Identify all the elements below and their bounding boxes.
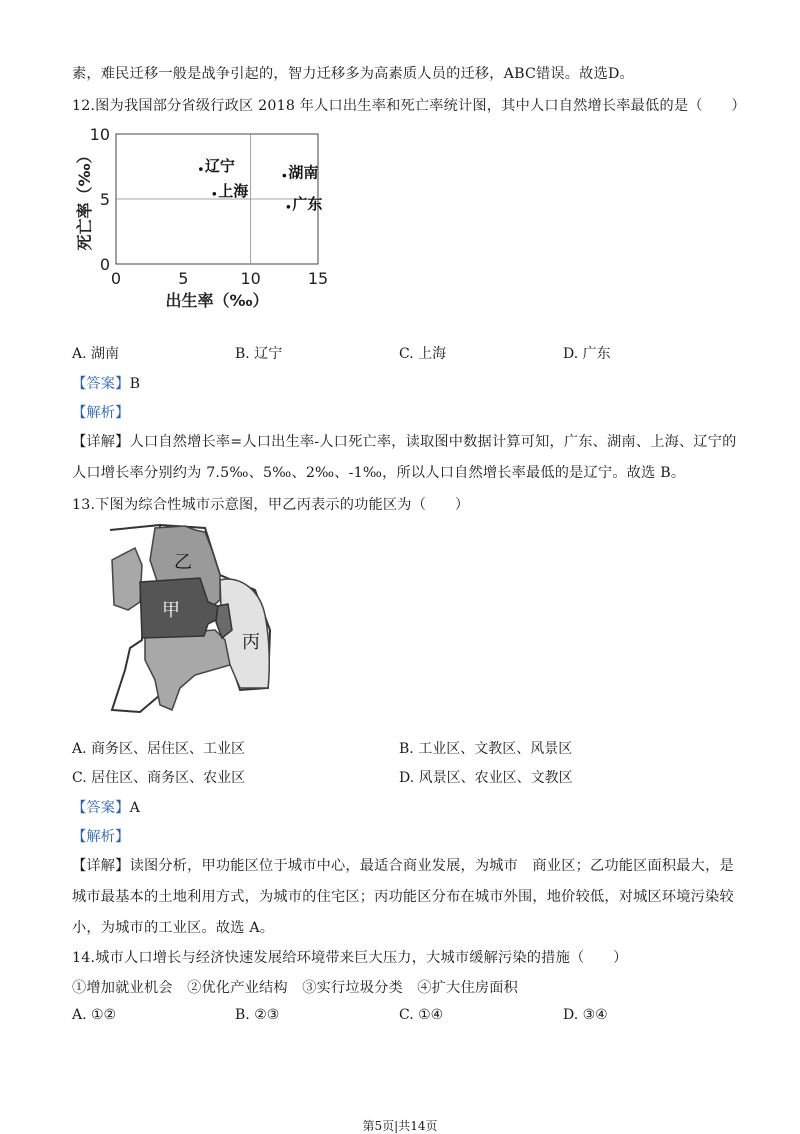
q12-answer	[72, 373, 140, 393]
q12-detail-line-2: 人口增长率分别约为 7.5‰、5‰、2‰、-1‰，所以人口自然增长率最低的是辽宁。故选 B。	[72, 465, 686, 481]
q13-detail-line-1	[72, 855, 734, 875]
point-label: 广东	[292, 194, 323, 213]
q14-option-d[interactable]: D. ③④	[563, 1007, 608, 1023]
data-point	[287, 205, 291, 209]
data-point	[283, 174, 287, 178]
question-14: 14.城市人口增长与经济快速发展给环境带来巨大压力，大城市缓解污染的措施（ ）	[72, 950, 628, 966]
q13-option-c[interactable]: C. 居住区、商务区、农业区	[72, 770, 246, 786]
detail-text: 人口自然增长率=人口出生率-人口死亡率，读取图中数据计算可知，广东、湖南、上海、辽宁的	[129, 434, 737, 450]
q12-option-c[interactable]: C. 上海	[399, 346, 447, 362]
q13-option-d[interactable]: D. 风景区、农业区、文教区	[399, 770, 573, 786]
q14-items: ①增加就业机会 ②优化产业结构 ③实行垃圾分类 ④扩大住房面积	[72, 980, 519, 996]
x-tick-label: 15	[307, 269, 329, 288]
detail-tag: 【详解】	[72, 858, 130, 874]
y-tick-label: 10	[89, 125, 110, 144]
question-13: 13.下图为综合性城市示意图，甲乙丙表示的功能区为（ ）	[72, 497, 470, 513]
point-label: 上海	[218, 181, 249, 200]
q14-option-a[interactable]: A. ①②	[72, 1007, 117, 1023]
birth-death-rate-chart	[70, 122, 340, 312]
answer-value: B	[129, 376, 141, 392]
x-tick-label: 10	[240, 269, 261, 288]
answer-value: A	[129, 800, 141, 816]
y-axis-label: 死亡率（‰）	[75, 147, 94, 251]
y-tick-label: 5	[99, 190, 110, 209]
data-point	[199, 167, 203, 171]
x-axis-label: 出生率（‰）	[165, 291, 269, 310]
x-tick-label: 5	[178, 269, 189, 288]
q14-option-c[interactable]: C. ①④	[399, 1007, 444, 1023]
q13-analysis-tag: 【解析】	[72, 829, 130, 845]
q12-option-a[interactable]: A. 湖南	[72, 346, 120, 362]
zone-residential-left	[112, 548, 142, 610]
data-point	[213, 192, 217, 196]
label-bing: 丙	[242, 632, 260, 653]
detail-text: 读图分析，甲功能区位于城市中心，最适合商业发展，为城市 商业区；乙功能区面积最大，是	[129, 858, 734, 874]
q13-option-a[interactable]: A. 商务区、居住区、工业区	[72, 741, 246, 757]
question-12: 12.图为我国部分省级行政区 2018 年人口出生率和死亡率统计图，其中人口自然增长率最低的是（ ）	[72, 98, 746, 114]
q13-option-b[interactable]: B. 工业区、文教区、风景区	[399, 741, 573, 757]
x-tick-label: 0	[110, 269, 122, 288]
detail-tag: 【详解】	[72, 434, 130, 450]
point-label: 湖南	[288, 163, 319, 182]
q13-detail-line-2: 城市最基本的土地利用方式，为城市的住宅区；丙功能区分布在城市外围，地价较低，对城区环境污染较	[72, 889, 734, 905]
q12-option-d[interactable]: D. 广东	[563, 346, 611, 362]
label-yi: 乙	[174, 552, 192, 573]
page-footer: 第5页|共14页	[362, 1119, 438, 1133]
q12-detail-line-1	[72, 431, 737, 451]
prev-answer-line: 素，难民迁移一般是战争引起的，智力迁移多为高素质人员的迁移，ABC错误。故选D。	[72, 66, 634, 82]
label-jia: 甲	[162, 600, 180, 621]
point-label: 辽宁	[204, 157, 235, 176]
city-function-map	[100, 520, 300, 720]
q12-option-b[interactable]: B. 辽宁	[235, 346, 283, 362]
q13-answer	[72, 797, 140, 817]
answer-tag: 【答案】	[72, 376, 130, 392]
y-tick-label: 0	[99, 255, 110, 274]
q14-option-b[interactable]: B. ②③	[235, 1007, 280, 1023]
q12-analysis-tag: 【解析】	[72, 405, 130, 421]
q13-detail-line-3: 小，为城市的工业区。故选 A。	[72, 920, 275, 936]
answer-tag: 【答案】	[72, 800, 130, 816]
